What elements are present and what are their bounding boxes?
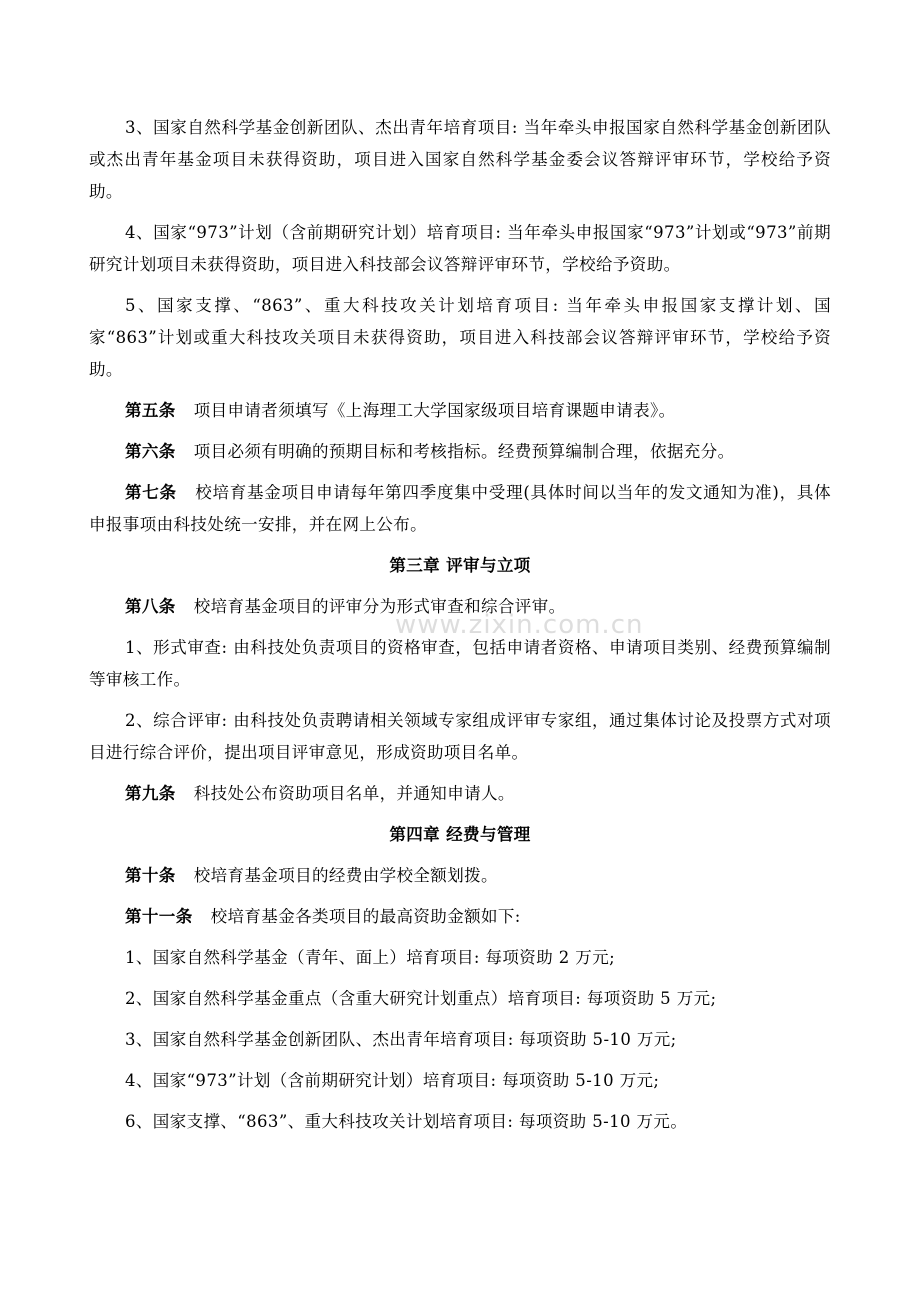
article-paragraph xyxy=(89,591,831,623)
list-item: 3、国家自然科学基金创新团队、杰出青年培育项目: 每项资助 5-10 万元; xyxy=(125,1030,677,1049)
article-text: 校培育基金各类项目的最高资助金额如下: xyxy=(210,907,521,926)
article-label: 第六条 xyxy=(125,442,176,461)
paragraph: 2、综合评审: 由科技处负责聘请相关领域专家组成评审专家组，通过集体讨论及投票方式对项目进行综合评价，提出项目评审意见，形成资助项目名单。 xyxy=(89,711,831,762)
paragraph: 4、国家“973”计划（含前期研究计划）培育项目: 当年牵头申报国家“973”计划或“973”前期研究计划项目未获得资助，项目进入科技部会议答辩评审环节，学校给予资助。 xyxy=(89,223,831,274)
article-label: 第九条 xyxy=(125,784,176,803)
document-body xyxy=(89,112,831,1147)
article-label: 第十一条 xyxy=(125,907,193,926)
paragraph: 5、国家支撑、“863”、重大科技攻关计划培育项目: 当年牵头申报国家支撑计划、国家“863”计划或重大科技攻关项目未获得资助，项目进入科技部会议答辩评审环节，学校给予资助。 xyxy=(89,296,831,379)
paragraph: 1、形式审查: 由科技处负责项目的资格审查，包括申请者资格、申请项目类别、经费预算编制等审核工作。 xyxy=(89,638,831,689)
watermark: www.zixin.com.cn xyxy=(395,610,644,640)
article-paragraph xyxy=(89,901,831,933)
article-text: 校培育基金项目的评审分为形式审查和综合评审。 xyxy=(193,597,566,616)
list-item: 2、国家自然科学基金重点（含重大研究计划重点）培育项目: 每项资助 5 万元; xyxy=(125,989,717,1008)
article-paragraph xyxy=(89,860,831,892)
chapter-heading: 第四章 经费与管理 xyxy=(389,825,531,844)
chapter-heading: 第三章 评审与立项 xyxy=(389,556,531,575)
article-text: 校培育基金项目申请每年第四季度集中受理(具体时间以当年的发文通知为准)，具体申报事项由科技处统一安排，并在网上公布。 xyxy=(89,483,832,534)
article-label: 第五条 xyxy=(125,401,176,420)
article-label: 第十条 xyxy=(125,866,176,885)
article-label: 第八条 xyxy=(125,597,176,616)
article-paragraph xyxy=(89,778,831,810)
article-text: 项目申请者须填写《上海理工大学国家级项目培育课题申请表》。 xyxy=(193,401,676,420)
list-item: 4、国家“973”计划（含前期研究计划）培育项目: 每项资助 5-10 万元; xyxy=(125,1071,660,1090)
article-text: 校培育基金项目的经费由学校全额划拨。 xyxy=(193,866,498,885)
article-paragraph xyxy=(89,395,831,427)
article-label: 第七条 xyxy=(125,483,177,502)
article-text: 项目必须有明确的预期目标和考核指标。经费预算编制合理，依据充分。 xyxy=(193,442,735,461)
paragraph: 3、国家自然科学基金创新团队、杰出青年培育项目: 当年牵头申报国家自然科学基金创新团队或杰出青年基金项目未获得资助，项目进入国家自然科学基金委会议答辩评审环节，学校给予资助。 xyxy=(89,118,831,201)
article-paragraph xyxy=(89,477,831,541)
list-item: 1、国家自然科学基金（青年、面上）培育项目: 每项资助 2 万元; xyxy=(125,948,616,967)
article-text: 科技处公布资助项目名单，并通知申请人。 xyxy=(193,784,515,803)
list-item: 6、国家支撑、“863”、重大科技攻关计划培育项目: 每项资助 5-10 万元。 xyxy=(125,1112,688,1131)
article-paragraph xyxy=(89,436,831,468)
